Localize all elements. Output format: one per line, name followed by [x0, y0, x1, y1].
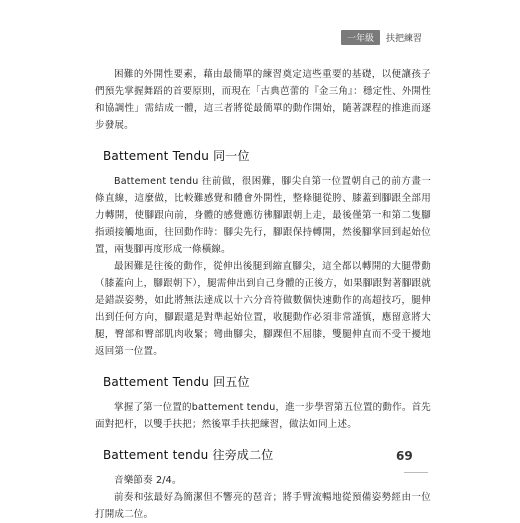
chapter-badge: 一年級 [341, 30, 380, 45]
section-paragraph: 音樂節奏 2/4。 [114, 475, 182, 486]
section-heading-tendu-side-second: Battement tendu 往旁成二位 [103, 448, 274, 462]
page-number: 69 [396, 449, 413, 463]
section-paragraph: Battement tendu 往前做，很困難，腳尖自第一位置朝自己的前方畫一條直線，這麼做，比較難感覺和體會外開性，整條腿從胯、膝蓋到腳跟全部用力轉開，使腳跟向前，身體的感覺應彷彿腳跟朝上走，最後僅第一和第二隻腳指頭接觸地面，往回動作時：腳尖先行，腳跟保持轉開，然後腳掌回到起始位置，兩隻腳再度形成一條橫線。 [95, 176, 431, 255]
running-header-title: 扶把練習 [385, 34, 422, 44]
section-paragraph: 前奏和弦最好為簡潔但不響亮的琶音；將手臂流暢地從預備姿勢經由一位打開成二位。 [95, 492, 431, 520]
section-paragraph: 最困難是往後的動作，從伸出後腿到縮直腳尖，這全都以轉開的大腿帶動（膝蓋向上，腳跟朝下），腿需伸出到自己身體的正後方，如果腳跟對著腳跟就是錯誤姿勢，如此將無法達成以十六分音符做數個快速動作的高超技巧，腿伸出到任何方向，腳跟還是對準起始位置，收腿動作必須非常謹慎，應留意將大腿，臀部和臀部肌肉收緊；彎曲腳尖，腳踝但不屈膝，雙腿伸直而不受干擾地返回第一位置。 [95, 261, 431, 357]
running-header [341, 30, 422, 45]
footer-rule [404, 472, 428, 473]
section-paragraph: 掌握了第一位置的battement tendu，進一步學習第五位置的動作。首先面對把杆，以雙手扶把；然後單手扶把練習，做法如同上述。 [95, 402, 431, 430]
page-body [95, 66, 431, 523]
section-heading-tendu-first: Battement Tendu 同一位 [103, 149, 250, 163]
section-heading-tendu-fifth: Battement Tendu 回五位 [103, 375, 250, 389]
intro-paragraph: 困難的外開性要素，藉由最簡單的練習奠定這些重要的基礎，以便讓孩子們預先掌握舞蹈的首要原則，而現在「古典芭蕾的『金三角』：穩定性、外開性和協調性」需結成一體，這三者將從最簡單的動作開始，隨著課程的推進而逐步發展。 [95, 69, 431, 131]
